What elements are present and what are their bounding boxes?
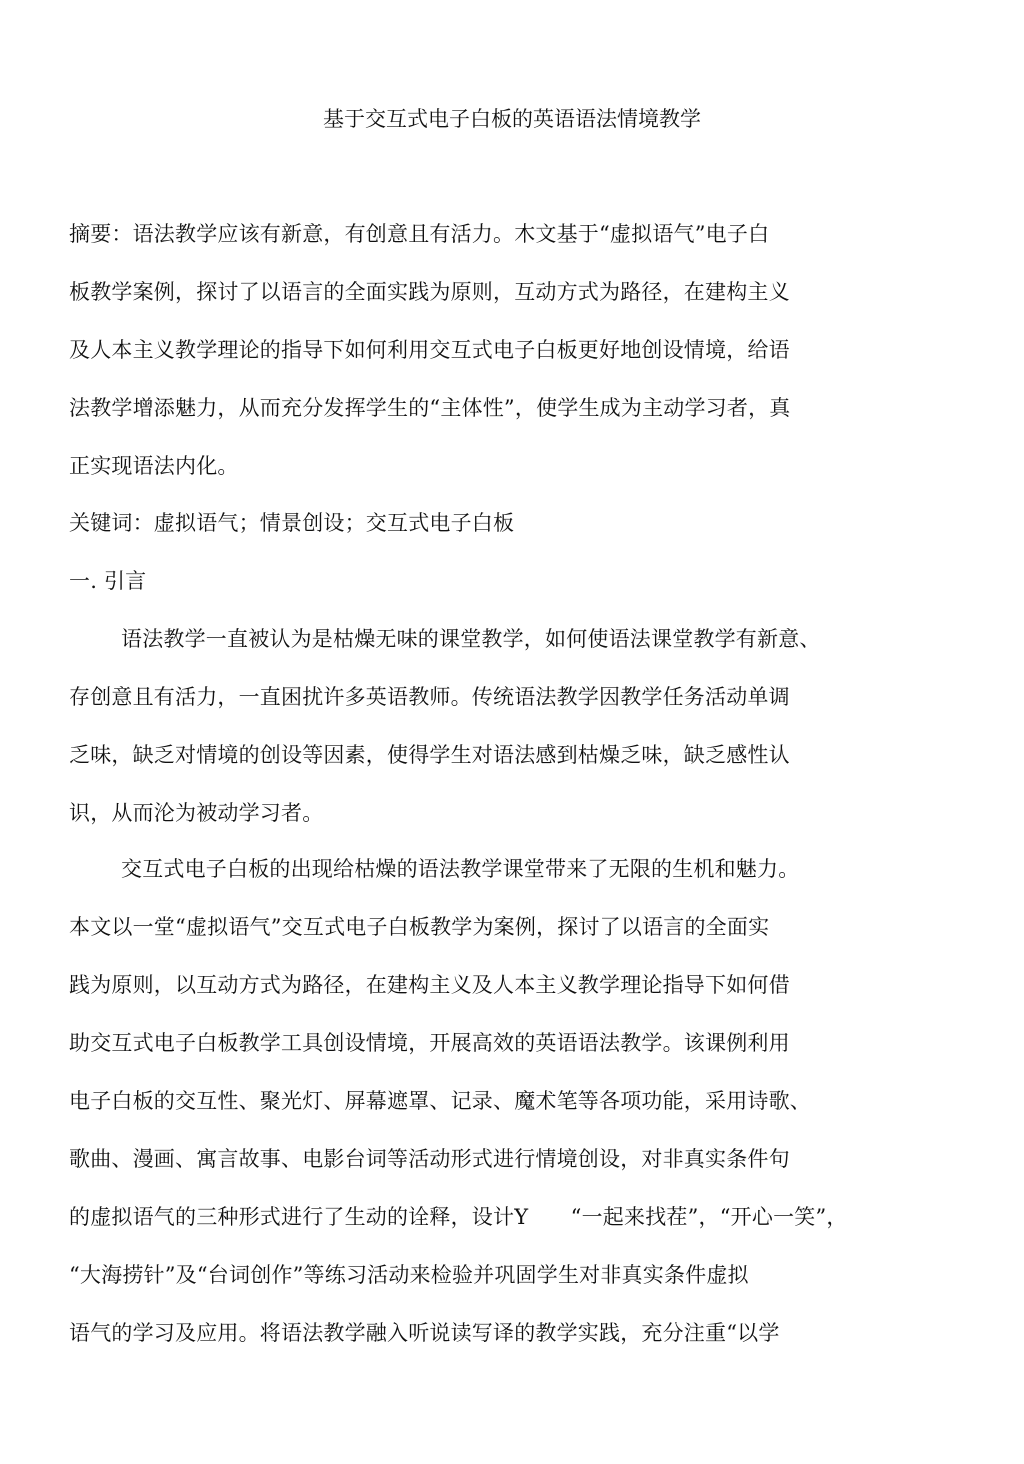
abstract-line: 及人本主义教学理论的指导下如何利用交互式电子白板更好地创设情境，给语 — [69, 338, 790, 362]
paragraph-line: 语法教学一直被认为是枯燥无味的课堂教学，如何使语法课堂教学有新意、 — [121, 627, 821, 651]
paragraph-line: “大海捞针”及“台词创作”等练习活动来检验并巩固学生对非真实条件虚拟 — [69, 1263, 749, 1287]
paragraph-line: 践为原则，以互动方式为路径，在建构主义及人本主义教学理论指导下如何借 — [69, 973, 790, 997]
paragraph-line: 电子白板的交互性、聚光灯、屏幕遮罩、记录、魔术笔等各项功能，采用诗歌、 — [69, 1089, 811, 1113]
paragraph-line: 本文以一堂“虚拟语气”交互式电子白板教学为案例，探讨了以语言的全面实 — [69, 915, 770, 939]
paragraph-line: 歌曲、漫画、寓言故事、电影台词等活动形式进行情境创设，对非真实条件句 — [69, 1147, 790, 1171]
paragraph-line: 语气的学习及应用。将语法教学融入听说读写译的教学实践，充分注重“以学 — [69, 1321, 780, 1345]
abstract-line: 正实现语法内化。 — [69, 454, 239, 478]
section-heading-introduction: 一. 引言 — [69, 569, 147, 593]
paragraph-line: 助交互式电子白板教学工具创设情境，开展高效的英语语法教学。该课例利用 — [69, 1031, 790, 1055]
paragraph-line: 交互式电子白板的出现给枯燥的语法教学课堂带来了无限的生机和魅力。 — [121, 857, 800, 881]
paragraph-line: 的虚拟语气的三种形式进行了生动的诠释，设计Y “一起来找茬”，“开心一笑”， — [69, 1205, 848, 1229]
paragraph-line: 乏味，缺乏对情境的创设等因素，使得学生对语法感到枯燥乏味，缺乏感性认 — [69, 743, 790, 767]
keywords-line: 关键词：虚拟语气；情景创设；交互式电子白板 — [69, 511, 515, 535]
paragraph-line: 识，从而沦为被动学习者。 — [69, 801, 324, 825]
abstract-line: 摘要：语法教学应该有新意，有创意且有活力。木文基于“虚拟语气”电子白 — [69, 222, 770, 246]
document-title: 基于交互式电子白板的英语语法情境教学 — [323, 107, 701, 131]
abstract-line: 法教学增添魅力，从而充分发挥学生的“主体性”，使学生成为主动学习者，真 — [69, 396, 791, 420]
abstract-line: 板教学案例，探讨了以语言的全面实践为原则，互动方式为路径，在建构主义 — [69, 280, 790, 304]
paragraph-line: 存创意且有活力，一直困扰许多英语教师。传统语法教学因教学任务活动单调 — [69, 685, 790, 709]
